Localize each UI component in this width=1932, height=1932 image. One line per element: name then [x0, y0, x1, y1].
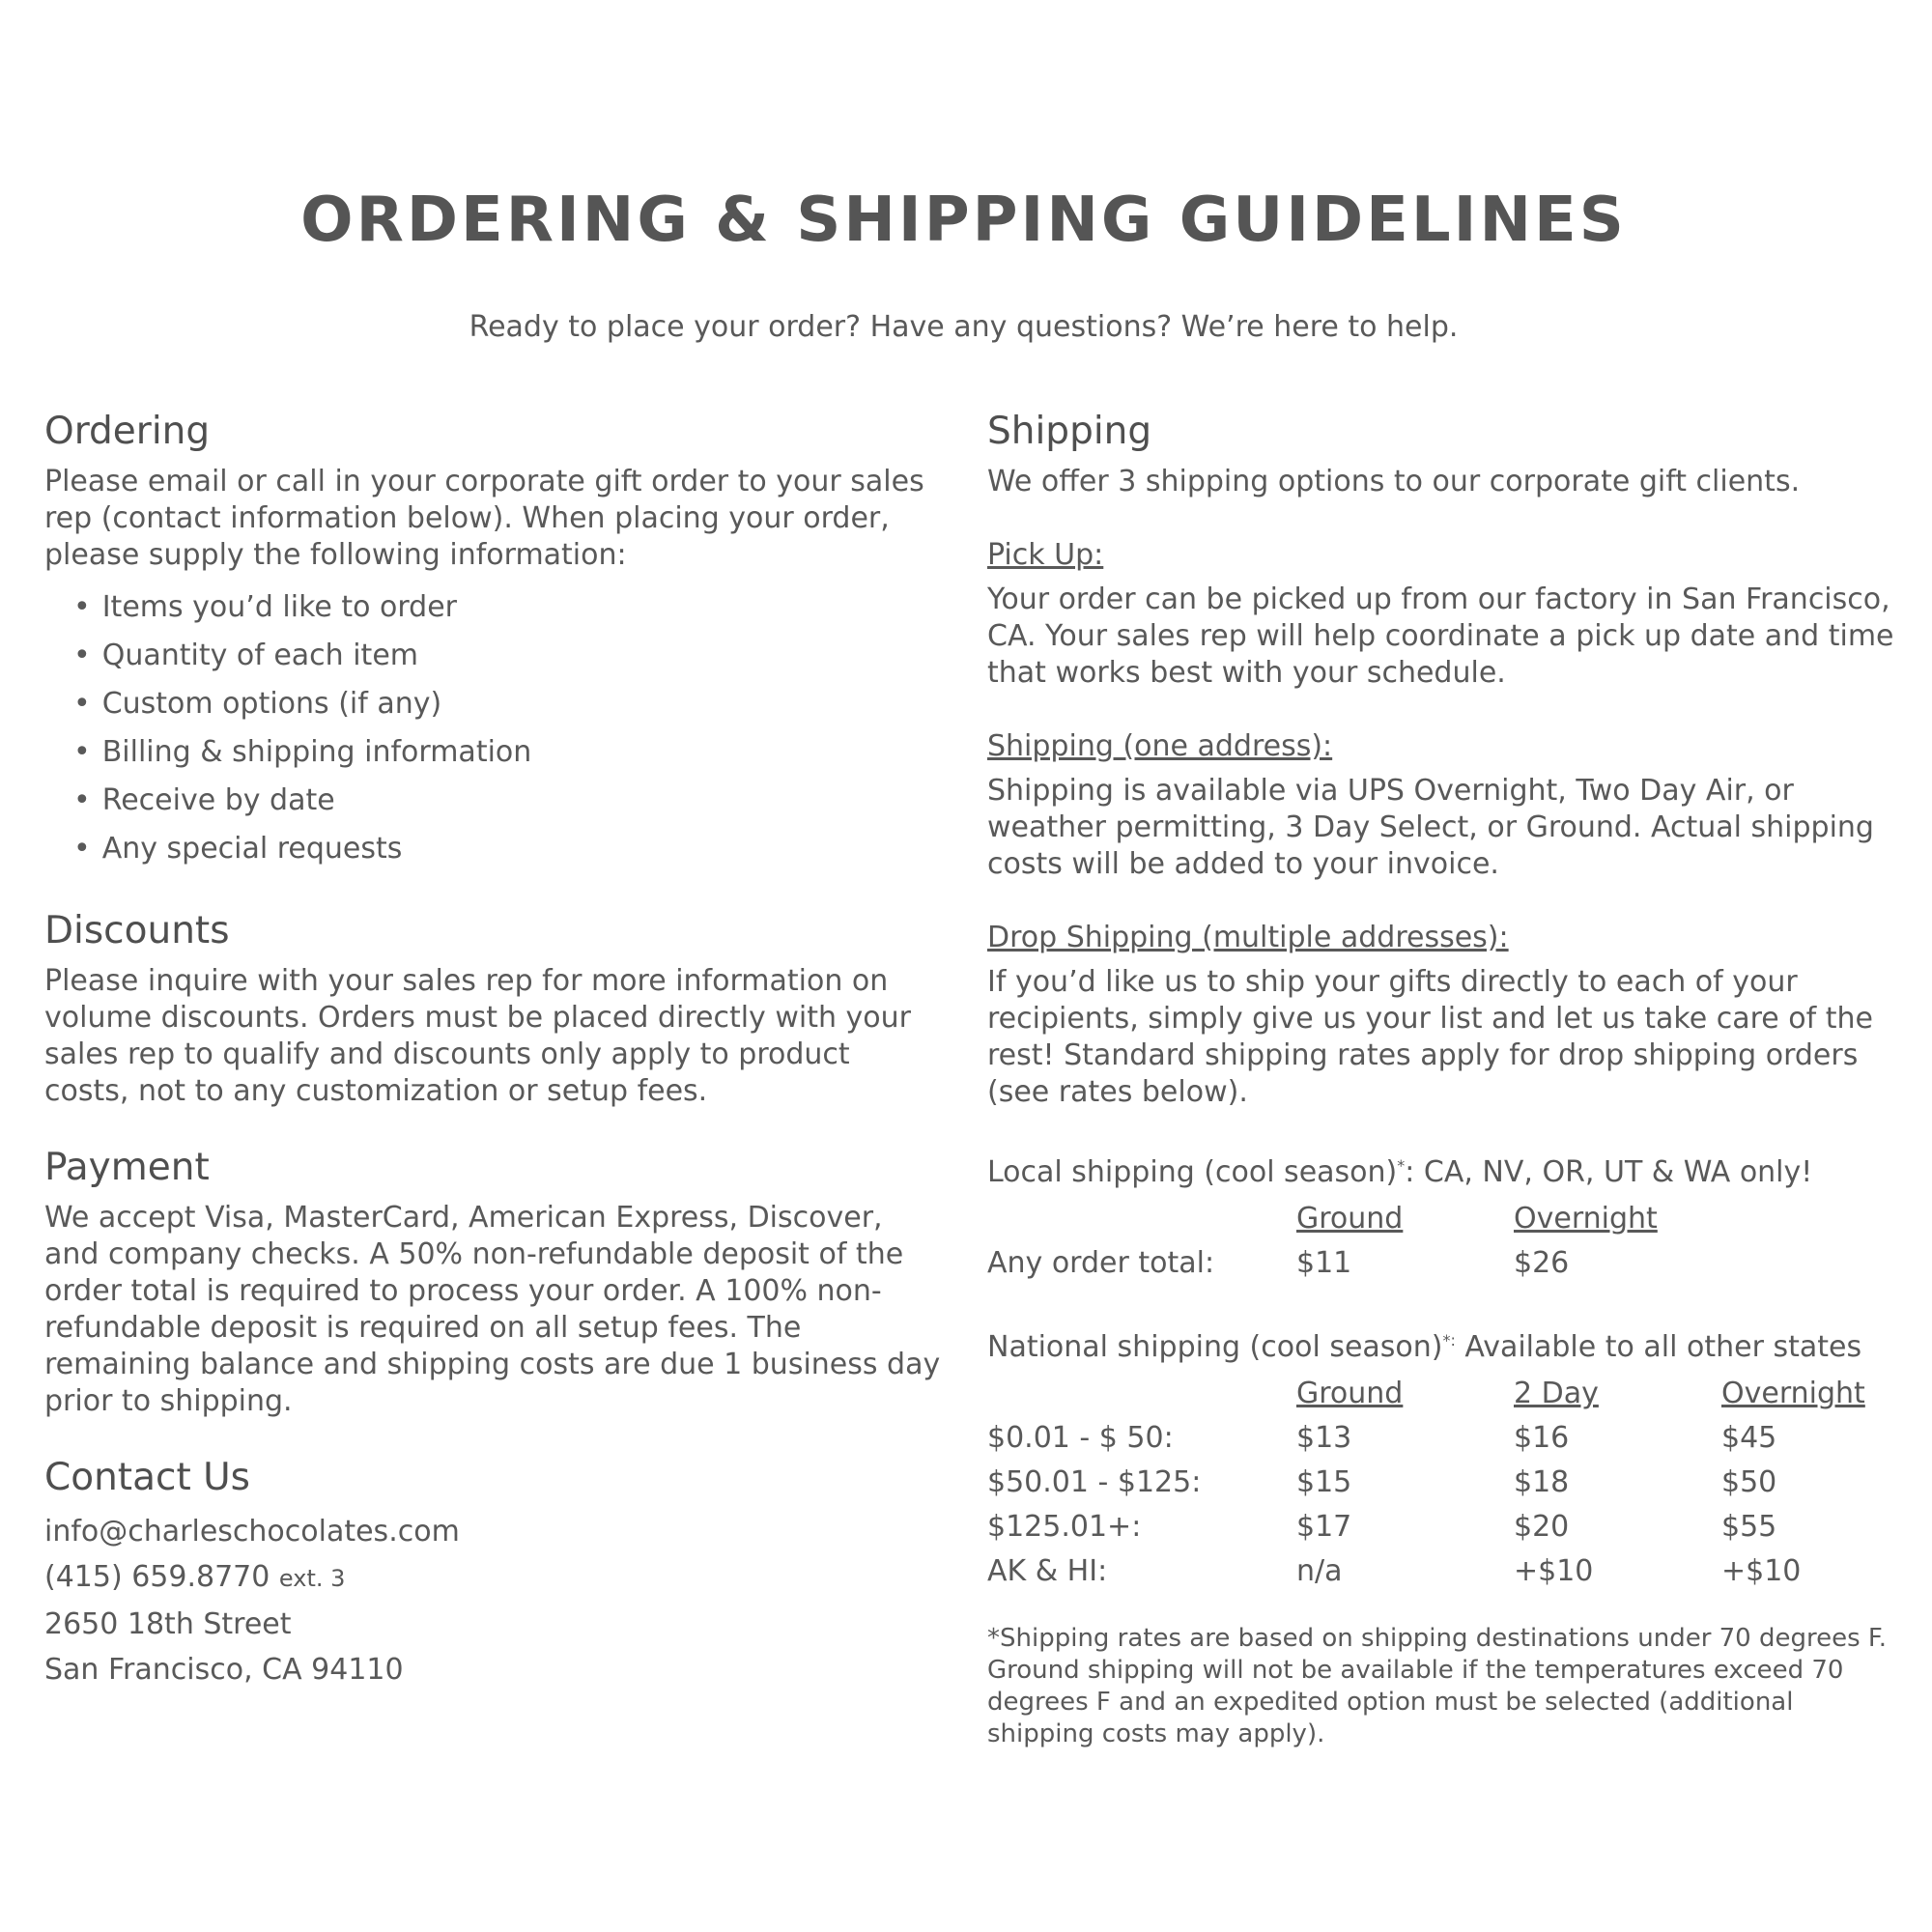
drop-shipping-title: Drop Shipping (multiple addresses): — [987, 920, 1509, 954]
discounts-body: Please inquire with your sales rep for more information on volume discounts. Orders must be placed directly with your sales rep to qualify and discounts only apply to product costs, not to any customization or setup fees. — [44, 963, 911, 1108]
column-header-ground: Ground — [1296, 1202, 1404, 1236]
overnight-rate: $26 — [1514, 1246, 1570, 1281]
shipping-footnote: *Shipping rates are based on shipping destinations under 70 degrees F. Ground shipping will not be available if the temperatures exceed 70 degrees F and an expedited option must be selected (additional shipping costs may apply). — [987, 1623, 1887, 1748]
contact-heading: Contact Us — [44, 1455, 250, 1499]
table-header-row — [987, 1372, 1886, 1416]
table-row — [987, 1241, 1721, 1286]
local-rates-table — [987, 1197, 1721, 1286]
contact-section — [44, 1457, 943, 1693]
one-address-body: Shipping is available via UPS Overnight, Two Day Air, or weather permitting, 3 Day Select, or Ground. Actual shipping costs will be added to your invoice. — [987, 773, 1874, 881]
overnight-rate: $55 — [1721, 1510, 1777, 1545]
list-item: • Receive by date — [73, 777, 943, 825]
overnight-rate: $50 — [1721, 1465, 1777, 1500]
payment-section — [44, 1147, 943, 1420]
column-header-ground: Ground — [1296, 1377, 1404, 1411]
contact-extension: ext. 3 — [278, 1565, 346, 1593]
national-rates-block — [987, 1322, 1905, 1594]
list-item: • Billing & shipping information — [73, 728, 943, 777]
column-header-overnight: Overnight — [1514, 1202, 1658, 1236]
national-rates-table — [987, 1372, 1886, 1594]
drop-shipping-block — [987, 920, 1905, 1111]
row-label: $125.01+: — [987, 1510, 1142, 1545]
contact-email[interactable]: info@charleschocolates.com — [44, 1515, 460, 1549]
pickup-title: Pick Up: — [987, 537, 1104, 572]
contact-street: 2650 18th Street — [44, 1607, 292, 1642]
two-day-rate: $18 — [1514, 1465, 1570, 1500]
ground-rate: n/a — [1296, 1554, 1343, 1589]
table-row — [987, 1549, 1886, 1594]
discounts-section — [44, 910, 943, 1110]
ground-rate: $17 — [1296, 1510, 1352, 1545]
table-header-blank — [987, 1197, 1296, 1241]
payment-heading: Payment — [44, 1145, 210, 1189]
table-row — [987, 1461, 1886, 1505]
column-header-overnight: Overnight — [1721, 1377, 1865, 1411]
national-rates-label: National shipping (cool season) — [987, 1329, 1443, 1364]
page-subtitle: Ready to place your order? Have any questions? We’re here to help. — [469, 310, 1459, 344]
left-column — [44, 411, 943, 1729]
national-rates-scope: Available to all other states — [1455, 1329, 1862, 1364]
one-address-block — [987, 728, 1905, 883]
table-header-blank — [987, 1372, 1296, 1416]
overnight-rate: $45 — [1721, 1421, 1777, 1456]
ordering-info-list — [44, 583, 943, 873]
shipping-intro: We offer 3 shipping options to our corporate gift clients. — [987, 464, 1801, 498]
pickup-block — [987, 537, 1905, 692]
local-rates-label: Local shipping (cool season) — [987, 1154, 1398, 1189]
local-rates-block — [987, 1148, 1905, 1286]
ordering-section — [44, 411, 943, 873]
row-label: $0.01 - $ 50: — [987, 1421, 1174, 1456]
contact-phone[interactable]: (415) 659.8770 — [44, 1560, 270, 1595]
contact-phone-line — [44, 1554, 943, 1602]
ordering-heading: Ordering — [44, 410, 211, 453]
column-header-2-day: 2 Day — [1514, 1377, 1599, 1411]
drop-shipping-body: If you’d like us to ship your gifts directly to each of your recipients, simply give us your list and let us take care of the rest! Standard shipping rates apply for drop shipping orders (see rates below). — [987, 964, 1873, 1109]
list-item: • Items you’d like to order — [73, 583, 943, 632]
two-day-rate: +$10 — [1514, 1554, 1594, 1589]
local-rates-scope: : CA, NV, OR, UT & WA only! — [1405, 1154, 1813, 1189]
row-label: Any order total: — [987, 1246, 1215, 1281]
two-day-rate: $16 — [1514, 1421, 1570, 1456]
ground-rate: $11 — [1296, 1246, 1352, 1281]
shipping-heading: Shipping — [987, 410, 1152, 453]
list-item: • Any special requests — [73, 825, 943, 873]
ordering-intro: Please email or call in your corporate gift order to your sales rep (contact information below). When placing your order, please supply the following information: — [44, 464, 924, 572]
footnote-marker: *: — [1442, 1330, 1456, 1350]
two-day-rate: $20 — [1514, 1510, 1570, 1545]
list-item: • Quantity of each item — [73, 632, 943, 680]
row-label: $50.01 - $125: — [987, 1465, 1202, 1500]
payment-body: We accept Visa, MasterCard, American Express, Discover, and company checks. A 50% non-refundable deposit of the order total is required to process your order. A 100% non-refundable deposit is required on all setup fees. The remaining balance and shipping costs are due 1 business day prior to shipping. — [44, 1200, 941, 1418]
local-rates-caption — [987, 1148, 1905, 1191]
one-address-title: Shipping (one address): — [987, 728, 1333, 763]
ground-rate: $13 — [1296, 1421, 1352, 1456]
table-header-row — [987, 1197, 1721, 1241]
row-label: AK & HI: — [987, 1554, 1108, 1589]
footnote-marker: * — [1397, 1155, 1406, 1175]
right-column — [987, 411, 1905, 1750]
national-rates-caption — [987, 1322, 1905, 1366]
table-row — [987, 1505, 1886, 1549]
table-row — [987, 1416, 1886, 1461]
list-item: • Custom options (if any) — [73, 680, 943, 728]
page-title: ORDERING & SHIPPING GUIDELINES — [300, 185, 1627, 256]
discounts-heading: Discounts — [44, 908, 230, 952]
pickup-body: Your order can be picked up from our factory in San Francisco, CA. Your sales rep will help coordinate a pick up date and time that works best with your schedule. — [987, 582, 1894, 690]
contact-city: San Francisco, CA 94110 — [44, 1653, 404, 1688]
ground-rate: $15 — [1296, 1465, 1352, 1500]
overnight-rate: +$10 — [1721, 1554, 1802, 1589]
